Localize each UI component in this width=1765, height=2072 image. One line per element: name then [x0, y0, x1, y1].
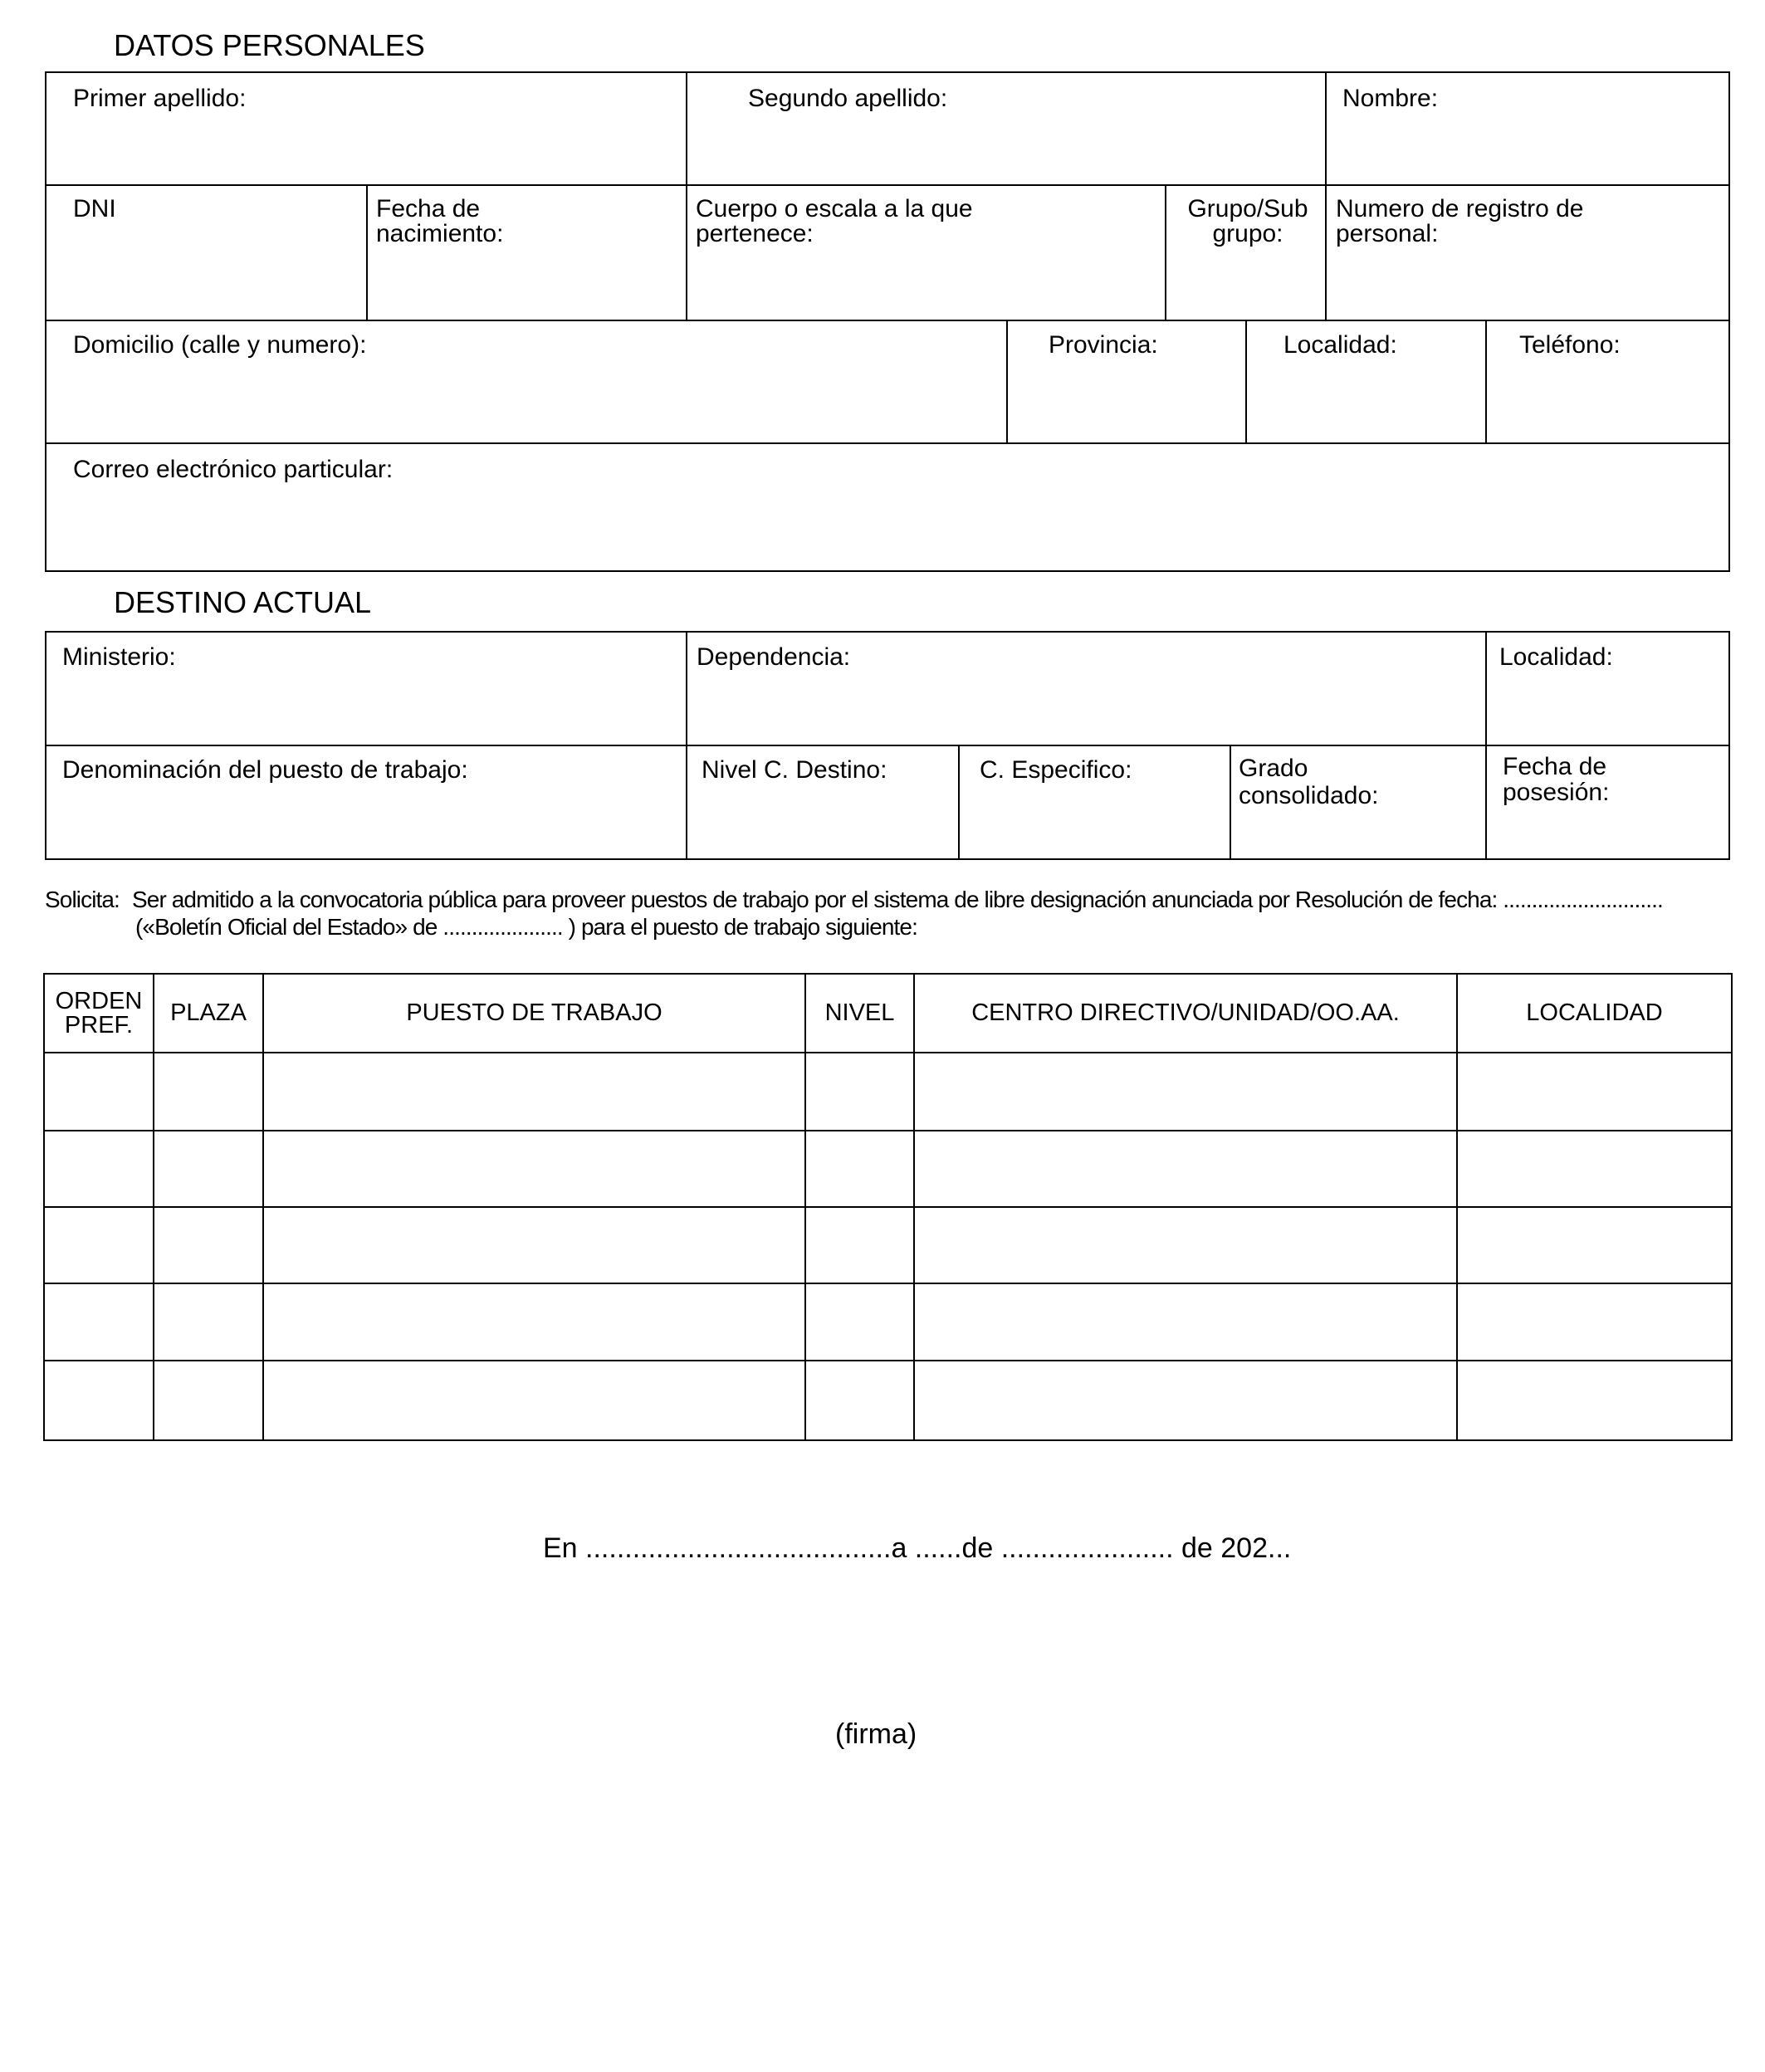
solicita-label: Solicita: [45, 887, 120, 912]
localidad-field[interactable]: Localidad: [1283, 331, 1397, 359]
fecha-nacimiento-label-2: nacimiento: [376, 220, 504, 247]
domicilio-field[interactable]: Domicilio (calle y numero): [73, 331, 367, 359]
posesion-label-2: posesión: [1503, 779, 1610, 806]
fecha-nacimiento-label-1: Fecha de [376, 195, 481, 222]
header-orden-1: ORDEN [55, 987, 143, 1014]
correo-electronico-field[interactable]: Correo electrónico particular: [73, 456, 394, 483]
header-puesto-trabajo: PUESTO DE TRABAJO [406, 999, 662, 1026]
table-row[interactable] [45, 1361, 1731, 1439]
provincia-field[interactable]: Provincia: [1049, 331, 1158, 359]
grado-label-2: consolidado: [1239, 782, 1379, 809]
header-plaza: PLAZA [170, 999, 247, 1026]
table-row[interactable] [45, 1284, 1731, 1360]
firma-label: (firma) [835, 1718, 917, 1750]
datos-personales-table [45, 71, 1730, 572]
table-row[interactable] [45, 1131, 1731, 1206]
dependencia-field[interactable]: Dependencia: [697, 643, 851, 671]
primer-apellido-field[interactable]: Primer apellido: [73, 85, 247, 112]
telefono-field[interactable]: Teléfono: [1519, 331, 1621, 359]
datos-personales-heading: DATOS PERSONALES [114, 28, 425, 62]
registro-label-1: Numero de registro de [1336, 195, 1584, 222]
nombre-field[interactable]: Nombre: [1342, 85, 1439, 112]
cuerpo-label-2: pertenece: [696, 220, 814, 247]
posesion-label-1: Fecha de [1503, 753, 1607, 780]
solicita-text-line-2: («Boletín Oficial del Estado» de ..................... ) para el puesto de trabajo siguiente: [135, 914, 917, 940]
nivel-destino-field[interactable]: Nivel C. Destino: [702, 756, 887, 784]
header-orden-pref [45, 975, 153, 1052]
solicita-text-line-1: Ser admitido a la convocatoria pública para proveer puestos de trabajo por el sistema de libre designación anunciada por Resolución de fecha: ............................ [132, 887, 1663, 912]
grado-label-1: Grado [1239, 755, 1308, 782]
table-row[interactable] [45, 1208, 1731, 1283]
date-line[interactable]: En .......................................a ......de ...................... de 202... [543, 1532, 1292, 1564]
header-centro-directivo: CENTRO DIRECTIVO/UNIDAD/OO.AA. [971, 999, 1400, 1026]
header-localidad: LOCALIDAD [1526, 999, 1663, 1026]
registro-label-2: personal: [1336, 220, 1439, 247]
table-row[interactable] [45, 1053, 1731, 1130]
cuerpo-label-1: Cuerpo o escala a la que [696, 195, 973, 222]
denominacion-puesto-field[interactable]: Denominación del puesto de trabajo: [62, 756, 468, 784]
dni-field[interactable]: DNI [73, 195, 116, 222]
destino-localidad-field[interactable]: Localidad: [1499, 643, 1613, 671]
header-nivel: NIVEL [824, 999, 895, 1026]
complemento-especifico-field[interactable]: C. Especifico: [980, 756, 1132, 784]
grupo-label-2: grupo: [1212, 220, 1283, 247]
ministerio-field[interactable]: Ministerio: [62, 643, 176, 671]
header-orden-2: PREF. [64, 1011, 134, 1038]
grupo-label-1: Grupo/Sub [1187, 195, 1308, 222]
destino-actual-heading: DESTINO ACTUAL [114, 585, 372, 619]
segundo-apellido-field[interactable]: Segundo apellido: [748, 85, 948, 112]
